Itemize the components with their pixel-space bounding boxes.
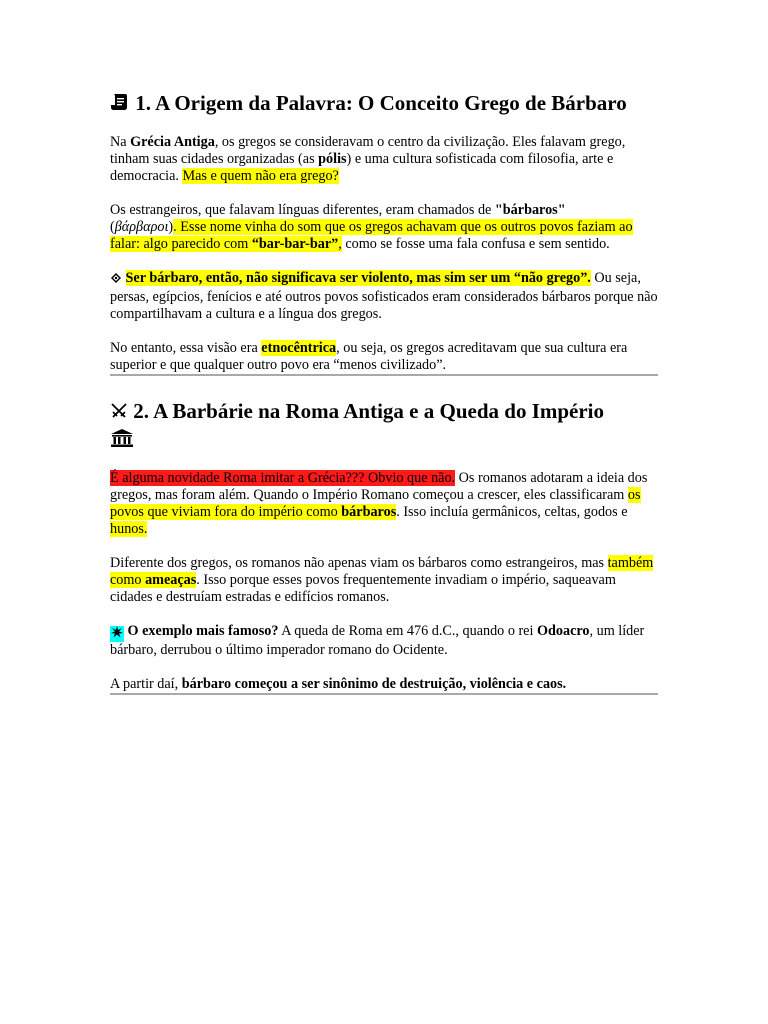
highlight: bárbaros bbox=[341, 504, 397, 520]
highlight: etnocêntrica bbox=[261, 340, 337, 356]
section1-paragraph-4: No entanto, essa visão era etnocêntrica, ou seja, os gregos acreditavam que sua cultura era superior e que qualquer outro povo era “menos civilizado”. bbox=[110, 340, 628, 373]
section2-heading bbox=[110, 398, 658, 454]
highlight: Ser bárbaro, então, não significava ser violento, mas sim ser um “não grego”. bbox=[125, 270, 591, 286]
section1-paragraph-2: Os estrangeiros, que falavam línguas diferentes, eram chamados de "bárbaros" (βάρβαροι). Esse nome vinha do som que os gregos achavam que os outros povos faziam ao falar: algo parecido com “bar-bar-bar”, como se fosse uma fala confusa e sem sentido. bbox=[110, 202, 633, 252]
highlight: os povos que viviam fora do império como bbox=[110, 487, 641, 520]
section2-paragraph-4: A partir daí, bárbaro começou a ser sinônimo de destruição, violência e caos. bbox=[110, 676, 567, 692]
section-divider bbox=[110, 374, 658, 376]
crossed-swords-icon bbox=[110, 400, 128, 426]
section-divider bbox=[110, 693, 658, 695]
highlight: Mas e quem não era grego? bbox=[182, 168, 339, 184]
section2-paragraph-3: O exemplo mais famoso? A queda de Roma em 476 d.C., quando o rei Odoacro, um líder bárbaro, derrubou o último imperador romano do Ocidente. bbox=[110, 623, 645, 658]
section2-paragraph-2: Diferente dos gregos, os romanos não apenas viam os bárbaros como estrangeiros, mas também como ameaças. Isso porque esses povos frequentemente invadiam o império, saqueavam cidades e destruíam estradas e edifícios romanos. bbox=[110, 555, 654, 605]
highlight: “bar-bar-bar” bbox=[251, 236, 339, 252]
section2-heading-text: 2. A Barbárie na Roma Antiga e a Queda do Império bbox=[133, 399, 605, 423]
section1-paragraph-3: Ser bárbaro, então, não significava ser violento, mas sim ser um “não grego”. Ou seja, persas, egípcios, fenícios e até outros povos sofisticados eram considerados bárbaros porque não compartilhavam a cultura e a língua dos gregos. bbox=[110, 270, 658, 322]
diamond-icon bbox=[110, 272, 122, 289]
highlight-red: É alguma novidade Roma imitar a Grécia??? Obvio que não. bbox=[110, 470, 456, 486]
explosion-icon bbox=[110, 626, 124, 642]
document-page bbox=[110, 86, 658, 695]
section1-heading bbox=[110, 90, 658, 118]
highlight: hunos. bbox=[110, 521, 148, 537]
section1-paragraph-1: Na Grécia Antiga, os gregos se consideravam o centro da civilização. Eles falavam grego, tinham suas cidades organizadas (as pólis) e uma cultura sofisticada com filosofia, arte e democracia. Mas e quem não era grego? bbox=[110, 134, 626, 184]
highlight: também como bbox=[110, 555, 654, 588]
highlight: ameaças bbox=[145, 572, 197, 588]
section2-paragraph-1: É alguma novidade Roma imitar a Grécia??? Obvio que não. Os romanos adotaram a ideia dos gregos, mas foram além. Quando o Império Romano começou a crescer, eles classificaram os povos que viviam fora do império como bárbaros. Isso incluía germânicos, celtas, godos e hunos. bbox=[110, 470, 648, 537]
scroll-icon bbox=[110, 92, 130, 118]
highlight: . Esse nome vinha do som que os gregos achavam que os outros povos faziam ao falar: algo parecido com bbox=[110, 219, 633, 252]
section1-heading-text: 1. A Origem da Palavra: O Conceito Grego de Bárbaro bbox=[135, 91, 627, 115]
classical-building-icon bbox=[110, 428, 134, 454]
